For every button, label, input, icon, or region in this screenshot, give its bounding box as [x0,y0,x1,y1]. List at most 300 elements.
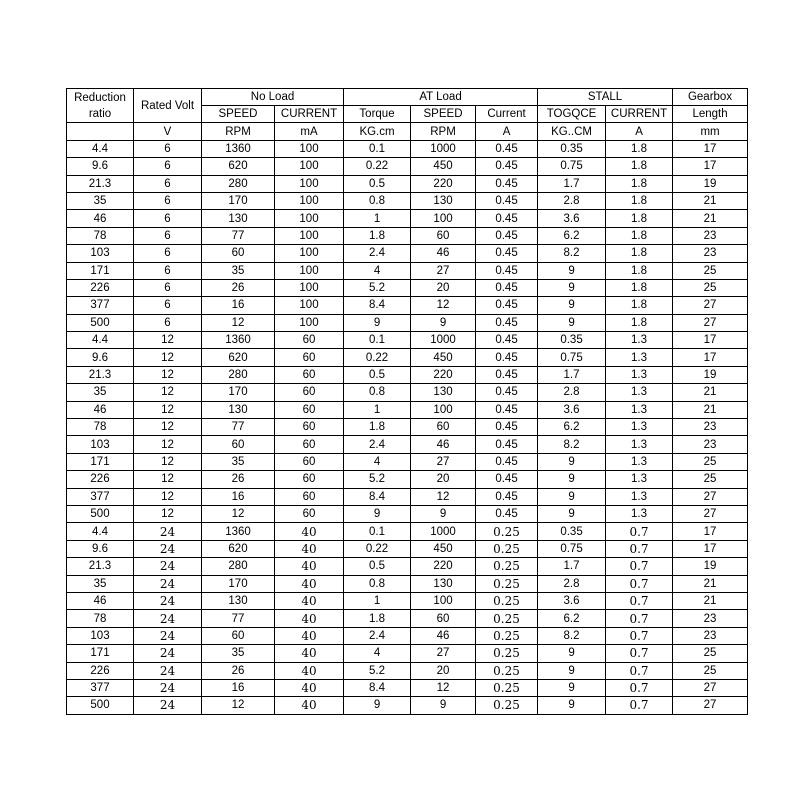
cell-at-load-torque: 0.22 [344,540,411,557]
cell-no-load-current: 100 [275,262,344,279]
cell-gearbox-length: 27 [673,314,748,331]
cell-no-load-speed: 170 [202,192,275,209]
cell-stall-current: 1.8 [606,279,673,296]
cell-stall-torque: 9 [538,297,606,314]
cell-reduction-ratio: 78 [67,419,134,436]
cell-rated-volt: 6 [134,279,202,296]
unit-at-load-speed: RPM [411,123,476,140]
cell-at-load-speed: 12 [411,679,476,696]
cell-no-load-current: 60 [275,436,344,453]
cell-stall-current: 1.3 [606,366,673,383]
cell-at-load-current: 0.45 [476,332,538,349]
cell-no-load-speed: 1360 [202,523,275,540]
cell-reduction-ratio: 4.4 [67,332,134,349]
table-row [67,245,748,262]
table-row [67,471,748,488]
table-row [67,210,748,227]
cell-gearbox-length: 25 [673,279,748,296]
cell-stall-current: 1.3 [606,453,673,470]
cell-no-load-speed: 620 [202,349,275,366]
cell-gearbox-length: 21 [673,210,748,227]
cell-at-load-speed: 450 [411,540,476,557]
cell-at-load-current: 0.45 [476,366,538,383]
cell-gearbox-length: 25 [673,453,748,470]
cell-rated-volt: 6 [134,314,202,331]
cell-stall-torque: 6.2 [538,419,606,436]
table-row [67,610,748,627]
cell-gearbox-length: 21 [673,384,748,401]
cell-at-load-torque: 9 [344,505,411,522]
cell-at-load-torque: 0.8 [344,575,411,592]
cell-at-load-speed: 27 [411,262,476,279]
cell-no-load-speed: 35 [202,453,275,470]
cell-reduction-ratio: 171 [67,453,134,470]
table-row [67,401,748,418]
cell-at-load-current: 0.45 [476,192,538,209]
cell-no-load-current: 100 [275,279,344,296]
unit-stall-torque: KG..CM [538,123,606,140]
cell-at-load-torque: 1.8 [344,419,411,436]
cell-no-load-current: 60 [275,332,344,349]
cell-gearbox-length: 27 [673,505,748,522]
cell-no-load-speed: 26 [202,279,275,296]
cell-stall-current: 1.8 [606,314,673,331]
cell-stall-torque: 2.8 [538,192,606,209]
cell-gearbox-length: 17 [673,349,748,366]
cell-gearbox-length: 27 [673,297,748,314]
header-row-groups [67,89,748,106]
cell-no-load-speed: 170 [202,384,275,401]
cell-rated-volt: 6 [134,297,202,314]
cell-gearbox-length: 19 [673,366,748,383]
table-row [67,158,748,175]
header-at-load-torque: Torque [344,106,411,123]
table-row [67,349,748,366]
cell-no-load-current: 40 [275,610,344,627]
cell-no-load-speed: 130 [202,210,275,227]
cell-reduction-ratio: 35 [67,192,134,209]
cell-reduction-ratio: 500 [67,314,134,331]
cell-rated-volt: 6 [134,210,202,227]
cell-stall-current: 1.3 [606,332,673,349]
cell-at-load-speed: 12 [411,488,476,505]
cell-no-load-speed: 26 [202,662,275,679]
cell-rated-volt: 24 [134,645,202,662]
cell-at-load-torque: 9 [344,314,411,331]
cell-no-load-speed: 280 [202,558,275,575]
cell-no-load-current: 100 [275,227,344,244]
cell-rated-volt: 24 [134,575,202,592]
cell-at-load-current: 0.45 [476,453,538,470]
cell-stall-torque: 0.75 [538,540,606,557]
cell-no-load-current: 60 [275,471,344,488]
cell-at-load-current: 0.45 [476,227,538,244]
cell-at-load-current: 0.25 [476,540,538,557]
cell-no-load-current: 40 [275,679,344,696]
table-row [67,453,748,470]
cell-no-load-current: 40 [275,662,344,679]
cell-reduction-ratio: 78 [67,227,134,244]
cell-stall-current: 0.7 [606,679,673,696]
cell-at-load-torque: 1 [344,401,411,418]
cell-stall-current: 0.7 [606,645,673,662]
header-no-load-speed: SPEED [202,106,275,123]
cell-stall-torque: 9 [538,645,606,662]
cell-at-load-speed: 20 [411,662,476,679]
cell-no-load-current: 60 [275,384,344,401]
cell-stall-torque: 0.35 [538,523,606,540]
cell-no-load-speed: 130 [202,592,275,609]
table-row [67,488,748,505]
cell-stall-torque: 1.7 [538,175,606,192]
cell-at-load-torque: 1 [344,592,411,609]
cell-no-load-current: 60 [275,453,344,470]
motor-spec-table [66,88,748,715]
cell-no-load-current: 40 [275,575,344,592]
cell-at-load-current: 0.25 [476,592,538,609]
table-row [67,662,748,679]
unit-gearbox-length: mm [673,123,748,140]
cell-at-load-torque: 4 [344,453,411,470]
cell-stall-torque: 3.6 [538,401,606,418]
cell-stall-current: 1.3 [606,488,673,505]
cell-reduction-ratio: 171 [67,262,134,279]
cell-stall-torque: 9 [538,262,606,279]
cell-stall-current: 0.7 [606,610,673,627]
cell-at-load-torque: 0.22 [344,158,411,175]
cell-rated-volt: 12 [134,436,202,453]
cell-rated-volt: 6 [134,175,202,192]
cell-stall-torque: 0.75 [538,158,606,175]
cell-at-load-torque: 0.5 [344,175,411,192]
cell-stall-torque: 8.2 [538,627,606,644]
cell-no-load-speed: 12 [202,314,275,331]
cell-at-load-speed: 100 [411,210,476,227]
cell-reduction-ratio: 9.6 [67,349,134,366]
cell-reduction-ratio: 35 [67,575,134,592]
cell-reduction-ratio: 226 [67,471,134,488]
cell-no-load-speed: 60 [202,245,275,262]
cell-at-load-torque: 0.8 [344,384,411,401]
cell-gearbox-length: 23 [673,245,748,262]
cell-stall-torque: 3.6 [538,592,606,609]
cell-rated-volt: 24 [134,523,202,540]
cell-stall-torque: 0.35 [538,332,606,349]
header-at-load-speed: SPEED [411,106,476,123]
cell-at-load-speed: 20 [411,279,476,296]
table-row [67,645,748,662]
cell-at-load-torque: 0.5 [344,558,411,575]
cell-at-load-speed: 220 [411,175,476,192]
cell-gearbox-length: 23 [673,227,748,244]
cell-rated-volt: 6 [134,158,202,175]
cell-at-load-speed: 1000 [411,523,476,540]
cell-rated-volt: 6 [134,227,202,244]
cell-stall-torque: 2.8 [538,384,606,401]
cell-no-load-speed: 1360 [202,140,275,157]
unit-no-load-current: mA [275,123,344,140]
table-row [67,505,748,522]
cell-at-load-speed: 12 [411,297,476,314]
cell-reduction-ratio: 103 [67,627,134,644]
cell-at-load-speed: 20 [411,471,476,488]
table-row [67,332,748,349]
cell-gearbox-length: 27 [673,488,748,505]
cell-reduction-ratio: 78 [67,610,134,627]
cell-stall-torque: 6.2 [538,610,606,627]
cell-at-load-current: 0.45 [476,210,538,227]
cell-at-load-current: 0.25 [476,662,538,679]
unit-stall-current: A [606,123,673,140]
cell-no-load-current: 60 [275,419,344,436]
cell-no-load-current: 40 [275,558,344,575]
cell-gearbox-length: 27 [673,697,748,714]
cell-no-load-current: 40 [275,645,344,662]
cell-rated-volt: 6 [134,192,202,209]
cell-gearbox-length: 23 [673,610,748,627]
cell-stall-torque: 9 [538,697,606,714]
cell-no-load-current: 40 [275,697,344,714]
cell-at-load-speed: 46 [411,245,476,262]
header-reduction-ratio: Reduction ratio [67,89,134,123]
header-at-load: AT Load [344,89,538,106]
cell-at-load-current: 0.45 [476,279,538,296]
cell-gearbox-length: 25 [673,645,748,662]
cell-rated-volt: 12 [134,366,202,383]
cell-reduction-ratio: 377 [67,679,134,696]
header-gearbox-length: Length [673,106,748,123]
cell-reduction-ratio: 4.4 [67,140,134,157]
cell-no-load-speed: 16 [202,297,275,314]
cell-at-load-current: 0.25 [476,679,538,696]
cell-stall-current: 1.3 [606,436,673,453]
cell-reduction-ratio: 103 [67,436,134,453]
cell-stall-current: 1.8 [606,192,673,209]
cell-rated-volt: 24 [134,627,202,644]
cell-at-load-current: 0.45 [476,436,538,453]
cell-reduction-ratio: 9.6 [67,158,134,175]
table-row [67,314,748,331]
cell-stall-torque: 9 [538,662,606,679]
cell-stall-current: 1.8 [606,210,673,227]
cell-stall-torque: 1.7 [538,366,606,383]
table-row [67,540,748,557]
cell-stall-current: 1.3 [606,349,673,366]
cell-at-load-torque: 0.5 [344,366,411,383]
cell-no-load-speed: 620 [202,158,275,175]
cell-at-load-current: 0.45 [476,140,538,157]
cell-at-load-current: 0.45 [476,158,538,175]
cell-at-load-torque: 9 [344,697,411,714]
cell-gearbox-length: 21 [673,592,748,609]
cell-rated-volt: 12 [134,419,202,436]
cell-at-load-speed: 9 [411,505,476,522]
cell-no-load-speed: 620 [202,540,275,557]
cell-at-load-current: 0.45 [476,401,538,418]
cell-rated-volt: 24 [134,540,202,557]
cell-stall-current: 0.7 [606,575,673,592]
header-row-units [67,123,748,140]
table-row [67,192,748,209]
cell-no-load-speed: 60 [202,436,275,453]
cell-gearbox-length: 23 [673,627,748,644]
header-stall: STALL [538,89,673,106]
cell-reduction-ratio: 46 [67,401,134,418]
cell-at-load-torque: 0.1 [344,523,411,540]
cell-stall-current: 1.8 [606,140,673,157]
cell-at-load-current: 0.25 [476,523,538,540]
cell-gearbox-length: 17 [673,140,748,157]
unit-at-load-current: A [476,123,538,140]
cell-stall-torque: 8.2 [538,436,606,453]
cell-no-load-speed: 170 [202,575,275,592]
cell-no-load-speed: 77 [202,227,275,244]
cell-no-load-current: 100 [275,175,344,192]
cell-at-load-current: 0.45 [476,297,538,314]
cell-at-load-speed: 27 [411,453,476,470]
table-row [67,262,748,279]
cell-no-load-speed: 130 [202,401,275,418]
cell-at-load-speed: 9 [411,697,476,714]
cell-rated-volt: 6 [134,140,202,157]
cell-at-load-current: 0.45 [476,384,538,401]
cell-reduction-ratio: 9.6 [67,540,134,557]
cell-no-load-current: 40 [275,627,344,644]
cell-at-load-speed: 450 [411,349,476,366]
cell-reduction-ratio: 171 [67,645,134,662]
cell-gearbox-length: 25 [673,471,748,488]
cell-stall-torque: 0.35 [538,140,606,157]
table-row [67,592,748,609]
cell-stall-torque: 6.2 [538,227,606,244]
cell-reduction-ratio: 377 [67,488,134,505]
cell-stall-current: 0.7 [606,662,673,679]
table-row [67,175,748,192]
cell-rated-volt: 24 [134,679,202,696]
cell-at-load-torque: 2.4 [344,436,411,453]
cell-no-load-current: 40 [275,523,344,540]
cell-at-load-speed: 220 [411,366,476,383]
cell-no-load-speed: 77 [202,610,275,627]
table-row [67,523,748,540]
cell-no-load-speed: 77 [202,419,275,436]
cell-no-load-speed: 60 [202,627,275,644]
cell-at-load-current: 0.45 [476,471,538,488]
cell-rated-volt: 12 [134,401,202,418]
cell-rated-volt: 6 [134,245,202,262]
cell-reduction-ratio: 35 [67,384,134,401]
cell-stall-torque: 9 [538,279,606,296]
cell-reduction-ratio: 21.3 [67,175,134,192]
cell-gearbox-length: 17 [673,158,748,175]
cell-reduction-ratio: 103 [67,245,134,262]
cell-at-load-speed: 60 [411,227,476,244]
cell-at-load-torque: 0.1 [344,332,411,349]
cell-at-load-torque: 1 [344,210,411,227]
cell-at-load-speed: 9 [411,314,476,331]
cell-gearbox-length: 21 [673,192,748,209]
table-row [67,575,748,592]
cell-no-load-current: 60 [275,401,344,418]
unit-no-load-speed: RPM [202,123,275,140]
cell-at-load-speed: 27 [411,645,476,662]
header-no-load-current: CURRENT [275,106,344,123]
cell-at-load-current: 0.45 [476,314,538,331]
cell-rated-volt: 24 [134,592,202,609]
header-rated-volt: Rated Volt [134,89,202,123]
cell-no-load-current: 100 [275,158,344,175]
cell-at-load-speed: 1000 [411,332,476,349]
header-gearbox: Gearbox [673,89,748,106]
cell-stall-current: 1.3 [606,471,673,488]
table-row [67,279,748,296]
cell-stall-current: 0.7 [606,627,673,644]
cell-no-load-current: 100 [275,297,344,314]
table-row [67,384,748,401]
cell-at-load-current: 0.45 [476,349,538,366]
cell-no-load-speed: 12 [202,505,275,522]
cell-rated-volt: 12 [134,332,202,349]
cell-no-load-current: 100 [275,245,344,262]
cell-gearbox-length: 17 [673,332,748,349]
cell-no-load-speed: 12 [202,697,275,714]
cell-gearbox-length: 27 [673,679,748,696]
cell-stall-torque: 9 [538,679,606,696]
cell-gearbox-length: 21 [673,401,748,418]
cell-at-load-current: 0.45 [476,488,538,505]
cell-no-load-current: 60 [275,488,344,505]
cell-at-load-torque: 4 [344,645,411,662]
cell-stall-torque: 9 [538,453,606,470]
cell-gearbox-length: 23 [673,436,748,453]
cell-rated-volt: 24 [134,610,202,627]
cell-at-load-current: 0.25 [476,575,538,592]
cell-stall-current: 1.8 [606,175,673,192]
cell-no-load-current: 60 [275,366,344,383]
cell-at-load-torque: 8.4 [344,488,411,505]
cell-reduction-ratio: 500 [67,505,134,522]
cell-no-load-speed: 280 [202,175,275,192]
cell-reduction-ratio: 4.4 [67,523,134,540]
cell-stall-current: 0.7 [606,558,673,575]
cell-at-load-speed: 130 [411,384,476,401]
cell-stall-current: 0.7 [606,523,673,540]
cell-no-load-speed: 26 [202,471,275,488]
header-no-load: No Load [202,89,344,106]
unit-volt: V [134,123,202,140]
cell-at-load-current: 0.45 [476,505,538,522]
cell-gearbox-length: 17 [673,540,748,557]
cell-stall-torque: 8.2 [538,245,606,262]
cell-stall-current: 0.7 [606,697,673,714]
cell-reduction-ratio: 226 [67,662,134,679]
cell-rated-volt: 12 [134,453,202,470]
cell-stall-current: 0.7 [606,540,673,557]
cell-gearbox-length: 21 [673,575,748,592]
cell-rated-volt: 12 [134,471,202,488]
cell-no-load-current: 40 [275,592,344,609]
table-row [67,697,748,714]
cell-no-load-current: 40 [275,540,344,557]
cell-gearbox-length: 17 [673,523,748,540]
cell-at-load-speed: 130 [411,192,476,209]
cell-stall-current: 0.7 [606,592,673,609]
cell-at-load-speed: 60 [411,419,476,436]
cell-no-load-speed: 35 [202,262,275,279]
cell-no-load-speed: 16 [202,679,275,696]
cell-at-load-current: 0.45 [476,245,538,262]
cell-at-load-speed: 450 [411,158,476,175]
